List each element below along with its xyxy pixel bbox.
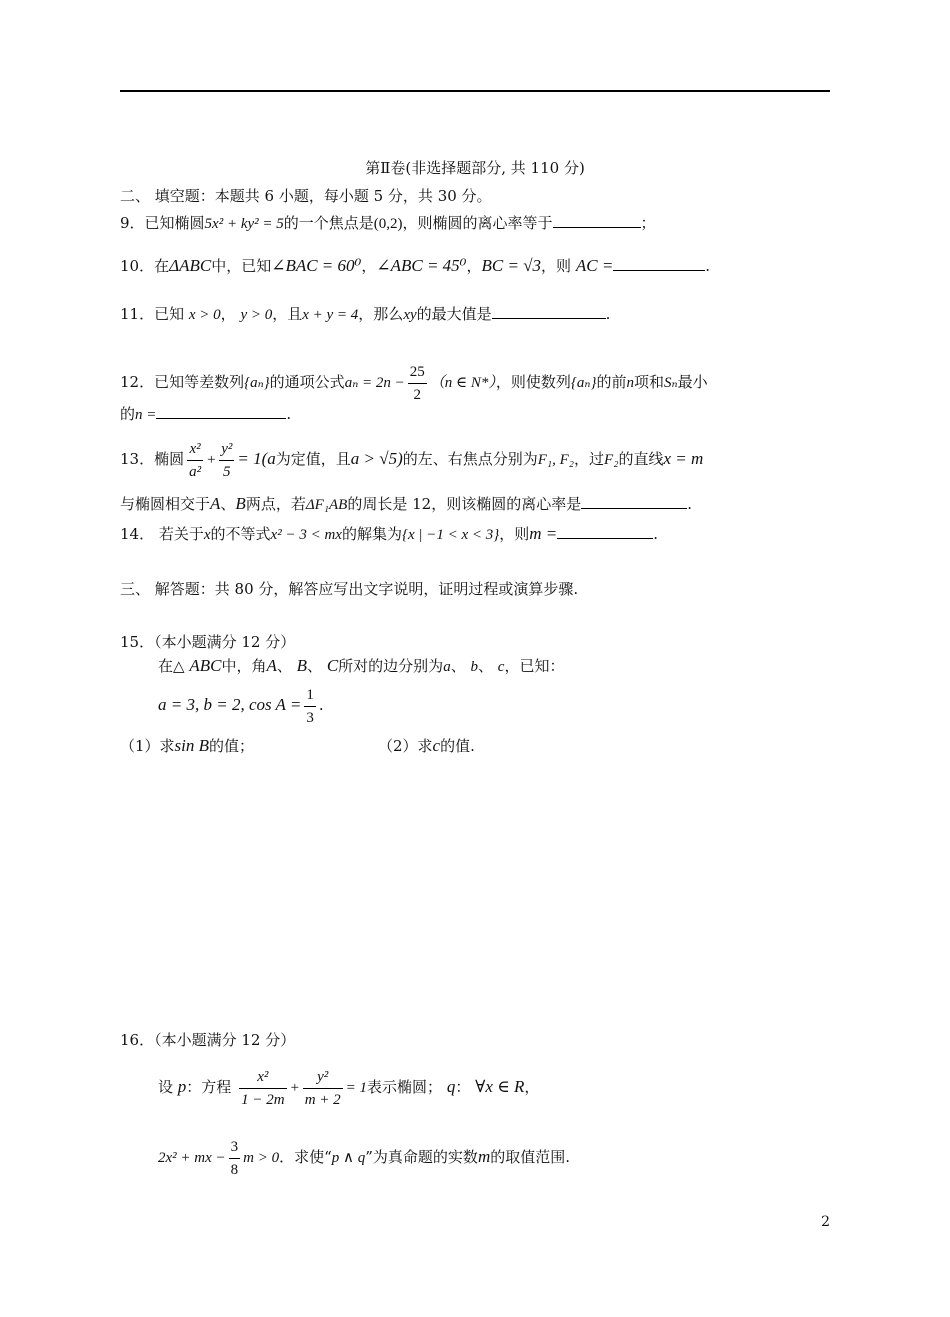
question-16-line1: 设 p：方程 $\frac{\text{x²}}{1 - 2m}$ + $\frac{\text{y²}}{m + 2}$ = 1表示椭圆； q： ∀x ∈ R， (158, 1063, 539, 1112)
answer-blank-10[interactable] (613, 256, 705, 271)
question-15-part2: （2）求c的值. (378, 736, 475, 755)
question-15-line1: 在△ ABC中，角A、 B、 C所对的边分别为a、 b、 c，已知： (158, 656, 565, 675)
answer-blank-12[interactable] (156, 404, 286, 419)
fraction-3-8: $\frac{3}{8}$ (229, 1136, 241, 1181)
question-16-line2: 2x² + mx − $\frac{3}{8}$ m > 0．求使“p ∧ q”为真命题的实数m的取值范围. (158, 1134, 570, 1181)
question-15-part1: （1）求sin B的值； (120, 736, 255, 755)
question-9: 9．已知椭圆5x² + ky² = 5的一个焦点是(0,2)，则椭圆的离心率等于 ； (120, 214, 656, 232)
fraction-y2-m-2: $\frac{\text{y²}}{m + 2}$ (303, 1066, 343, 1111)
answer-blank-13[interactable] (581, 494, 687, 509)
question-13: 13．椭圆 $\frac{\text{x²}}{\text{a²}}$ + $\frac{\text{y²}}{5}$ = 1(a为定值，且a > √5)的左、右焦点分别为F₁, F₂，过F₂的直线x = m (120, 436, 703, 483)
question-16-title: 16．（本小题满分 12 分） (120, 1031, 296, 1049)
fill-heading: 二、 填空题：本题共 6 小题，每小题 5 分，共 30 分。 (120, 187, 492, 205)
question-15-given: a = 3, b = 2, cos A = $\frac{1}{3}$ . (158, 682, 324, 729)
question-12: 12．已知等差数列{aₙ}的通项公式aₙ = 2n − $\frac{25}{2}$ （n ∈ N*），则使数列{aₙ}的前n项和Sₙ最小 (120, 360, 708, 406)
fraction-25-2: $\frac{25}{2}$ (408, 361, 427, 406)
question-13-line2: 与椭圆相交于A、B两点，若ΔF₁AB的周长是 12，则该椭圆的离心率是 . (120, 494, 692, 513)
question-11: 11．已知 x > 0， y > 0，且x + y = 4，那么xy的最大值是 . (120, 305, 611, 323)
fraction-x2-1-2m: $\frac{\text{x²}}{1 - 2m}$ (239, 1066, 286, 1111)
question-15-title: 15．（本小题满分 12 分） (120, 633, 296, 651)
answer-blank-9[interactable] (553, 213, 641, 228)
page-number: 2 (821, 1214, 830, 1230)
answer-blank-14[interactable] (557, 524, 653, 539)
top-rule (120, 90, 830, 92)
section-title: 第Ⅱ卷(非选择题部分, 共 110 分) (365, 159, 585, 177)
fraction-x2-a2: $\frac{\text{x²}}{\text{a²}}$ (187, 438, 203, 483)
question-10: 10．在ΔABC中，已知∠BAC = 60⁰，∠ABC = 45⁰，BC = √3，则 AC = . (120, 256, 711, 275)
fraction-y2-5: $\frac{\text{y²}}{5}$ (219, 438, 234, 483)
question-12-line2: 的n = . (120, 405, 292, 423)
answer-blank-11[interactable] (492, 304, 606, 319)
question-14: 14． 若关于x的不等式x² − 3 < mx的解集为{x | −1 < x < 3}，则m = . (120, 524, 659, 543)
fraction-1-3: $\frac{1}{3}$ (304, 684, 316, 729)
solve-heading: 三、 解答题：共 80 分，解答应写出文字说明，证明过程或演算步骤. (120, 580, 579, 598)
